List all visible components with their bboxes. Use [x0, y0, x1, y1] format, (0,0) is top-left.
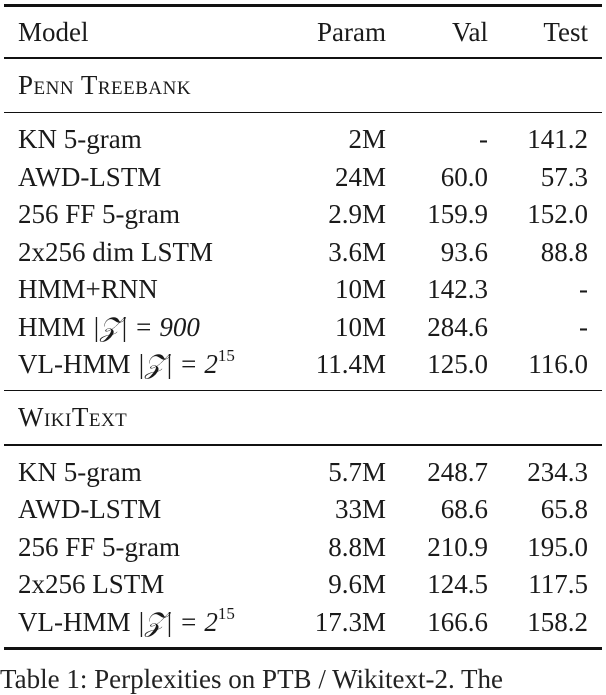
- cell-test: 65.8: [540, 494, 588, 524]
- cell-param: 10M: [334, 311, 386, 342]
- cell-test: 117.5: [528, 569, 588, 599]
- model-prefix: VL-HMM: [18, 349, 138, 379]
- cell-param: 33M: [334, 494, 386, 524]
- table-row: [4, 121, 602, 159]
- table-row: [4, 604, 602, 642]
- model-exponent: 15: [217, 603, 235, 623]
- model-math: |𝒵| = 2: [137, 606, 218, 637]
- table-row: [4, 159, 602, 197]
- cell-model: KN 5-gram: [18, 124, 142, 154]
- cell-model: AWD-LSTM: [18, 494, 162, 524]
- table-row: [4, 491, 602, 529]
- cell-test: 116.0: [528, 349, 588, 379]
- table-row: [4, 234, 602, 272]
- header-model: Model: [18, 17, 89, 47]
- cell-param: 3.6M: [328, 236, 386, 267]
- header-param: Param: [317, 17, 386, 47]
- cell-val: 248.7: [427, 456, 488, 487]
- cell-val: 210.9: [427, 531, 488, 562]
- cell-param: 11.4M: [315, 349, 386, 379]
- cell-model: AWD-LSTM: [18, 161, 162, 192]
- cell-test: 158.2: [527, 606, 588, 637]
- cell-val: 60.0: [440, 161, 488, 192]
- cell-param: 9.6M: [328, 569, 386, 599]
- cell-model: [4, 346, 291, 384]
- cell-test: 141.2: [527, 124, 588, 154]
- cell-param: 2M: [348, 124, 386, 154]
- cell-model: 2x256 dim LSTM: [18, 236, 214, 267]
- table-row: [4, 566, 602, 604]
- cell-model: [4, 604, 291, 642]
- header-test: Test: [543, 17, 588, 47]
- cell-param: 24M: [334, 161, 386, 192]
- cell-val: 124.5: [427, 569, 488, 599]
- model-math: |𝒵| = 900: [92, 311, 200, 342]
- cell-test: 195.0: [527, 531, 588, 562]
- cell-test: 88.8: [540, 236, 588, 267]
- model-prefix: VL-HMM: [18, 606, 138, 637]
- cell-val: 68.6: [440, 494, 488, 524]
- table-row: [4, 529, 602, 567]
- cell-model: 2x256 LSTM: [18, 569, 165, 599]
- cell-val: 166.6: [427, 606, 488, 637]
- cell-model: KN 5-gram: [18, 456, 142, 487]
- cell-val: 142.3: [427, 274, 488, 304]
- cell-test: -: [579, 311, 588, 342]
- cell-val: -: [479, 124, 488, 154]
- results-table: [4, 4, 602, 650]
- header-row: [4, 7, 602, 57]
- section-title-wikitext: WikiText: [18, 402, 128, 432]
- cell-param: 2.9M: [328, 199, 386, 229]
- cell-param: 8.8M: [328, 531, 386, 562]
- cell-test: 57.3: [540, 161, 588, 192]
- table-row: [4, 309, 602, 347]
- header-val: Val: [452, 17, 488, 47]
- table-caption: Table 1: Perplexities on PTB / Wikitext-2. The: [0, 664, 503, 694]
- cell-model: [4, 309, 291, 347]
- cell-test: -: [579, 274, 588, 304]
- cell-model: 256 FF 5-gram: [18, 199, 180, 229]
- cell-param: 10M: [334, 274, 386, 304]
- cell-val: 93.6: [440, 236, 488, 267]
- cell-test: 152.0: [527, 199, 588, 229]
- model-exponent: 15: [217, 346, 235, 365]
- table-row: [4, 196, 602, 234]
- table-row: [4, 346, 602, 384]
- model-prefix: HMM: [18, 311, 93, 342]
- cell-param: 17.3M: [314, 606, 386, 637]
- cell-val: 125.0: [427, 349, 488, 379]
- table-row: [4, 454, 602, 492]
- model-math: |𝒵| = 2: [137, 349, 218, 379]
- table-row: [4, 271, 602, 309]
- cell-param: 5.7M: [328, 456, 386, 487]
- cell-model: 256 FF 5-gram: [18, 531, 180, 562]
- cell-test: 234.3: [527, 456, 588, 487]
- cell-val: 284.6: [427, 311, 488, 342]
- section-title-ptb: Penn Treebank: [18, 69, 192, 100]
- cell-model: HMM+RNN: [18, 274, 158, 304]
- bottom-rule: [4, 647, 602, 650]
- cell-val: 159.9: [427, 199, 488, 229]
